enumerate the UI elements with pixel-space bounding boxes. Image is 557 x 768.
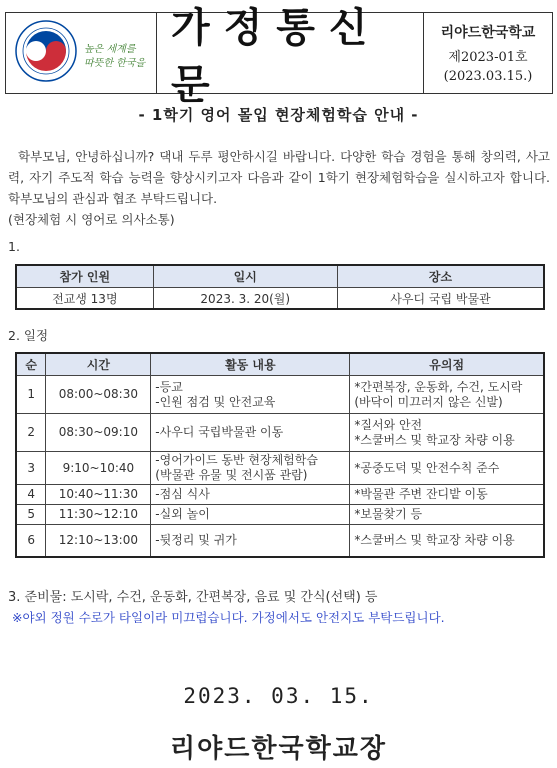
schedule-body: [16, 376, 544, 557]
intro-note: (현장체험 시 영어로 의사소통): [8, 212, 175, 227]
document-date: (2023.03.15.): [443, 69, 533, 84]
row-activity: -뒷정리 및 귀가: [151, 525, 350, 557]
preparation-list: 3. 준비물: 도시락, 수건, 운동화, 간편복장, 음료 및 간식(선택) 등: [8, 590, 378, 605]
section-1-label: 1.: [8, 239, 20, 254]
safety-warning: ※야외 정원 수로가 타일이라 미끄럽습니다. 가정에서도 안전지도 부탁드립니다.: [12, 610, 445, 625]
table-row: [16, 485, 544, 505]
table-row: [16, 452, 544, 485]
schedule-table: [15, 352, 545, 558]
slogan-line-2: 따뜻한 한국을: [84, 58, 146, 69]
row-note: *박물관 주변 잔디밭 이동: [350, 485, 544, 505]
row-order: 6: [16, 525, 46, 557]
row-activity: -점심 식사: [151, 485, 350, 505]
datetime-value: 2023. 3. 20(월): [153, 288, 337, 310]
signature-name: 리야드한국학교장: [170, 734, 387, 764]
row-activity: -사우디 국립박물관 이동: [151, 414, 350, 452]
row-note: *공중도덕 및 안전수칙 준수: [350, 452, 544, 485]
table-row: [16, 414, 544, 452]
row-order: 2: [16, 414, 46, 452]
row-time: 12:10~13:00: [46, 525, 151, 557]
row-time: 08:00~08:30: [46, 376, 151, 414]
title-box: [157, 4, 424, 108]
table-row: [16, 376, 544, 414]
taegeuk-emblem-icon: [14, 19, 78, 83]
row-note: *보물찾기 등: [350, 505, 544, 525]
row-time: 9:10~10:40: [46, 452, 151, 485]
header-order: 순: [16, 353, 46, 376]
row-activity: -영어가이드 동반 현장체험학습 (박물관 유물 및 전시품 관람): [151, 452, 350, 485]
section-2-label: 2. 일정: [8, 328, 49, 343]
location-value: 사우디 국립 박물관: [337, 288, 544, 310]
row-order: 3: [16, 452, 46, 485]
logo-slogan: [84, 43, 145, 71]
row-time: 08:30~09:10: [46, 414, 151, 452]
participants-value: 전교생 13명: [16, 288, 153, 310]
intro-text: [8, 146, 550, 230]
row-order: 1: [16, 376, 46, 414]
header-notes: 유의점: [350, 353, 544, 376]
header-datetime: 일시: [153, 265, 337, 288]
page-title: 가정통신문: [171, 4, 382, 108]
table-row: [16, 525, 544, 557]
row-note: *스쿨버스 및 학교장 차량 이용: [350, 525, 544, 557]
row-activity: -등교 -인원 점검 및 안전교육: [151, 376, 350, 414]
header-location: 장소: [337, 265, 544, 288]
row-note: *간편복장, 운동화, 수건, 도시락 (바닥이 미끄러지 않은 신발): [350, 376, 544, 414]
meta-box: [424, 13, 552, 93]
header-activity: 활동 내용: [151, 353, 350, 376]
notice-subtitle: - 1학기 영어 몰입 현장체험학습 안내 -: [138, 106, 419, 124]
row-time: 10:40~11:30: [46, 485, 151, 505]
table-row: [16, 505, 544, 525]
row-order: 4: [16, 485, 46, 505]
row-activity: -실외 놀이: [151, 505, 350, 525]
header-participants: 참가 인원: [16, 265, 153, 288]
header-box: [5, 4, 553, 108]
school-logo: [6, 13, 157, 93]
header-time: 시간: [46, 353, 151, 376]
document-number: 제2023-01호: [448, 50, 528, 65]
signature-date: 2023. 03. 15.: [183, 684, 374, 708]
row-time: 11:30~12:10: [46, 505, 151, 525]
school-name: 리야드한국학교: [440, 25, 536, 41]
row-order: 5: [16, 505, 46, 525]
summary-table: [15, 264, 545, 310]
slogan-line-1: 높은 세계를: [84, 44, 136, 55]
row-note: *질서와 안전 *스쿨버스 및 학교장 차량 이용: [350, 414, 544, 452]
intro-paragraph: 학부모님, 안녕하십니까? 댁내 두루 평안하시길 바랍니다. 다양한 학습 경험을 통해 창의력, 사고력, 자기 주도적 학습 능력을 향상시키고자 다음과 같이 1학기 현장체험학습을 실시하고자 합니다. 학부모님의 관심과 협조 부탁드립니다.: [8, 149, 550, 206]
